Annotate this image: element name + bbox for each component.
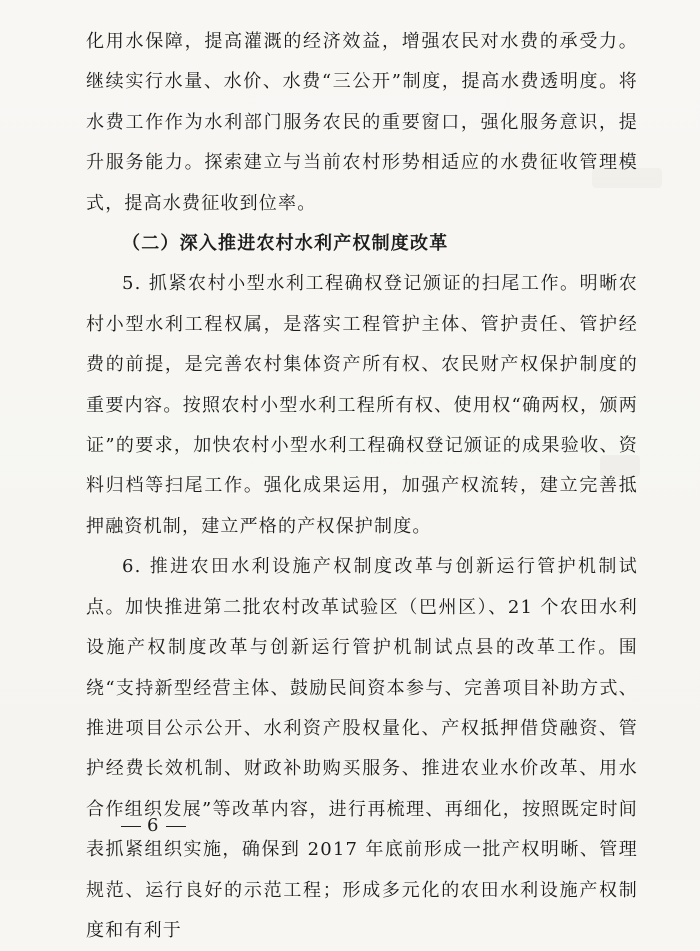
page-number: 6 — [147, 815, 161, 836]
document-body — [86, 22, 638, 951]
paragraph-item-5: 5. 抓紧农村小型水利工程确权登记颁证的扫尾工作。明晰农村小型水利工程权属，是落实工程管护主体、管护责任、管护经费的前提，是完善农村集体资产所有权、农民财产权保护制度的重要内容。按照农村小型水利工程所有权、使用权“确两权，颁两证”的要求，加快农村小型水利工程确权登记颁证的成果验收、资料归档等扫尾工作。强化成果运用，加强产权流转，建立完善抵押融资机制，建立严格的产权保护制度。 — [86, 273, 638, 537]
paragraph-continued: 化用水保障，提高灌溉的经济效益，增强农民对水费的承受力。继续实行水量、水价、水费“三公开”制度，提高水费透明度。将水费工作作为水利部门服务农民的重要窗口，强化服务意识，提升服务能力。探索建立与当前农村形势相适应的水费征收管理模式，提高水费征收到位率。 — [86, 31, 638, 214]
footer-dash-right — [166, 826, 186, 827]
page-footer — [115, 815, 192, 836]
section-heading: （二）深入推进农村水利产权制度改革 — [122, 233, 449, 255]
footer-dash-left — [121, 826, 141, 827]
paragraph-item-6: 6. 推进农田水利设施产权制度改革与创新运行管护机制试点。加快推进第二批农村改革试验区（巴州区）、21 个农田水利设施产权制度改革与创新运行管护机制试点县的改革工作。围绕“支持新型经营主体、鼓励民间资本参与、完善项目补助方式、推进项目公示公开、水利资产股权量化、产权抵押借贷融资、管护经费长效机制、财政补助购买服务、推进农业水价改革、用水合作组织发展”等改革内容，进行再梳理、再细化，按照既定时间表抓紧组织实施，确保到 2017 年底前形成一批产权明晰、管理规范、运行良好的示范工程；形成多元化的农田水利设施产权制度和有利于 — [86, 556, 638, 941]
